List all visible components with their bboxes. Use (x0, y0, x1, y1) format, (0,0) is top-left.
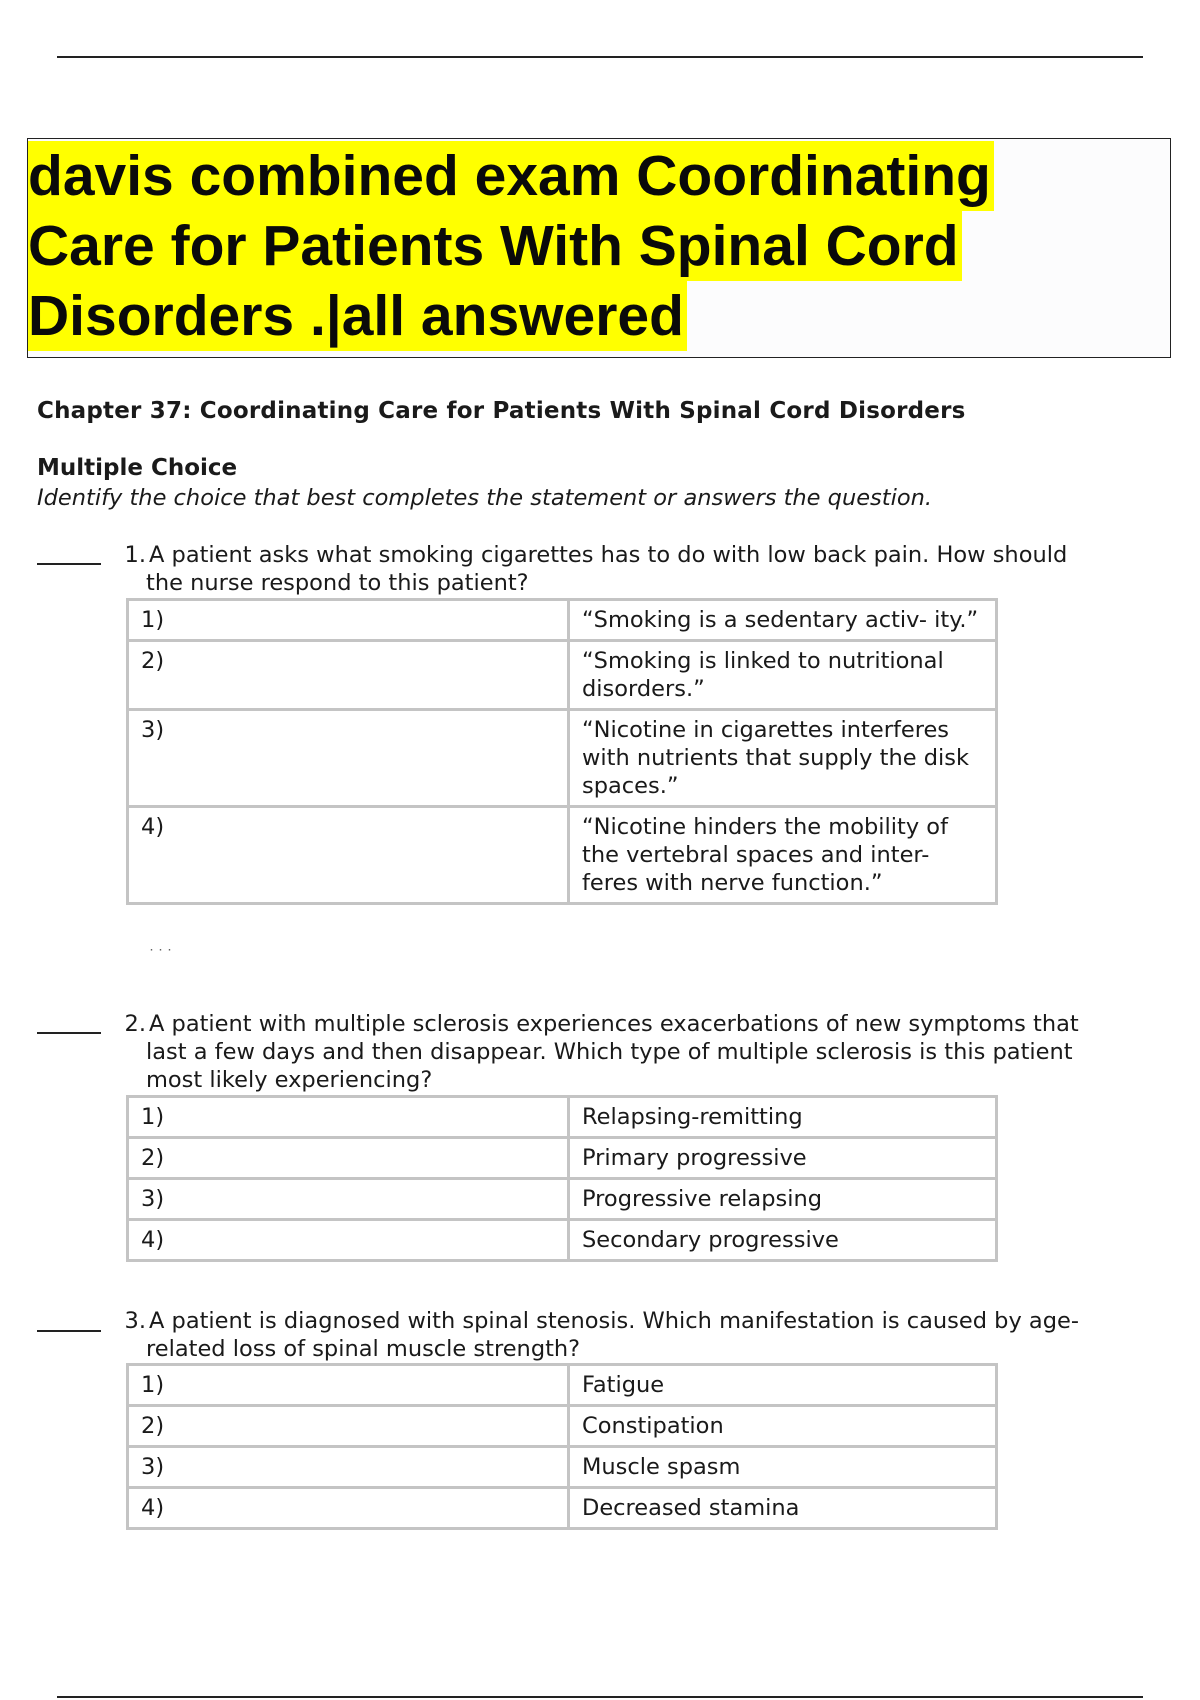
options-table (126, 1363, 998, 1530)
option-label: 2) (128, 1138, 569, 1179)
option-label: 4) (128, 1220, 569, 1261)
option-text: “Smoking is a sedentary activ- ity.” (569, 600, 997, 641)
option-row[interactable] (128, 1138, 997, 1179)
option-label: 2) (128, 1406, 569, 1447)
option-text: Fatigue (569, 1365, 997, 1406)
option-label: 1) (128, 1097, 569, 1138)
question-line: most likely experiencing? (146, 1067, 433, 1093)
option-text: Primary progressive (569, 1138, 997, 1179)
option-label: 3) (128, 1179, 569, 1220)
question-number: 1. (124, 542, 146, 568)
option-text: Secondary progressive (569, 1220, 997, 1261)
option-row[interactable] (128, 1220, 997, 1261)
decorative-marks: ˙˙˙ (148, 948, 175, 964)
bottom-rule (57, 1696, 1143, 1698)
option-row[interactable] (128, 1488, 997, 1529)
option-row[interactable] (128, 1406, 997, 1447)
option-label: 2) (128, 641, 569, 710)
option-text: Decreased stamina (569, 1488, 997, 1529)
instructions: Identify the choice that best completes the statement or answers the question. (37, 485, 933, 511)
option-row[interactable] (128, 1365, 997, 1406)
option-text: Progressive relapsing (569, 1179, 997, 1220)
question-line: A patient asks what smoking cigarettes has to do with low back pain. How should (149, 542, 1068, 568)
question-text (116, 541, 1146, 597)
option-label: 1) (128, 600, 569, 641)
option-label: 3) (128, 710, 569, 807)
option-label: 4) (128, 807, 569, 904)
section-heading: Multiple Choice (37, 455, 238, 481)
answer-blank[interactable] (37, 1032, 101, 1034)
question-text (116, 1307, 1146, 1363)
option-text: Relapsing-remitting (569, 1097, 997, 1138)
option-label: 3) (128, 1447, 569, 1488)
question-number: 3. (124, 1308, 146, 1334)
answer-blank[interactable] (37, 1330, 101, 1332)
options-table (126, 598, 998, 905)
option-row[interactable] (128, 1447, 997, 1488)
question-text (116, 1010, 1146, 1094)
title-box (27, 138, 1171, 358)
option-text: Constipation (569, 1406, 997, 1447)
option-row[interactable] (128, 807, 997, 904)
option-text (569, 807, 997, 904)
option-row[interactable] (128, 1179, 997, 1220)
title-line-2: Care for Patients With Spinal Cord (28, 211, 962, 281)
question-line: last a few days and then disappear. Which type of multiple sclerosis is this patient (146, 1039, 1073, 1065)
option-row[interactable] (128, 600, 997, 641)
option-text: “Smoking is linked to nutritional disorders.” (569, 641, 997, 710)
option-text: Muscle spasm (569, 1447, 997, 1488)
question-line: A patient with multiple sclerosis experiences exacerbations of new symptoms that (149, 1011, 1079, 1037)
option-row[interactable] (128, 1097, 997, 1138)
title-line-1: davis combined exam Coordinating (28, 141, 994, 211)
chapter-heading: Chapter 37: Coordinating Care for Patients With Spinal Cord Disorders (37, 398, 966, 424)
option-text-part: “Nicotine hinders the mobility of the vertebral spaces and inter- (582, 814, 948, 868)
option-label: 1) (128, 1365, 569, 1406)
option-label: 4) (128, 1488, 569, 1529)
question-line: the nurse respond to this patient? (146, 570, 529, 596)
answer-blank[interactable] (37, 563, 101, 565)
option-text-part: feres with nerve function.” (582, 870, 883, 896)
title-line-3: Disorders .|all answered (28, 281, 687, 351)
option-row[interactable] (128, 710, 997, 807)
question-line: A patient is diagnosed with spinal stenosis. Which manifestation is caused by age- (149, 1308, 1079, 1334)
top-rule (57, 56, 1143, 58)
question-number: 2. (124, 1011, 146, 1037)
question-line: related loss of spinal muscle strength? (146, 1336, 581, 1362)
options-table (126, 1095, 998, 1262)
option-text: “Nicotine in cigarettes interferes with nutrients that supply the disk spaces.” (569, 710, 997, 807)
option-row[interactable] (128, 641, 997, 710)
